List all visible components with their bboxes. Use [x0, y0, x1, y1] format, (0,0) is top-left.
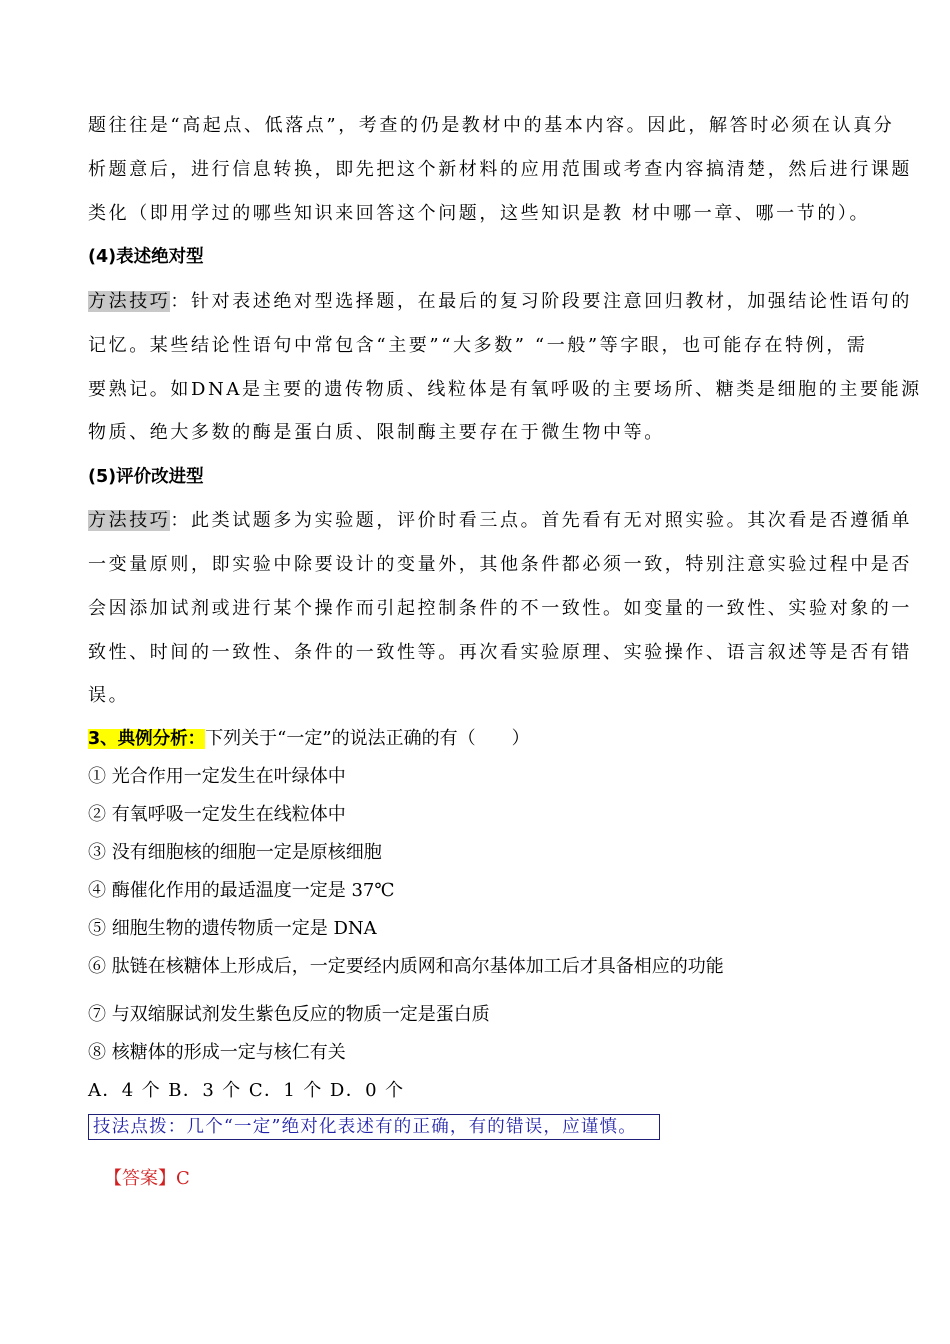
list-item: ⑧ 核糖体的形成一定与核仁有关	[88, 1042, 346, 1063]
paragraph-line: 类化（即用学过的哪些知识来回答这个问题，这些知识是教 材中哪一章、哪一节的）。	[88, 203, 871, 224]
method-label-highlight: 方法技巧	[88, 510, 171, 531]
example-question: 下列关于“一定”的说法正确的有（ ）	[205, 728, 530, 749]
paragraph-line: 物质、绝大多数的酶是蛋白质、限制酶主要存在于微生物中等。	[88, 422, 665, 443]
paragraph-text: ：针对表述绝对型选择题，在最后的复习阶段要注意回归教材，加强结论性语句的	[170, 291, 913, 312]
answer-value: C	[176, 1168, 190, 1189]
paragraph-line: 致性、时间的一致性、条件的一致性等。再次看实验原理、实验操作、语言叙述等是否有错	[88, 642, 912, 663]
paragraph-line: 会因添加试剂或进行某个操作而引起控制条件的不一致性。如变量的一致性、实验对象的一	[88, 598, 912, 619]
paragraph-line: 要熟记。如DNA是主要的遗传物质、线粒体是有氧呼吸的主要场所、糖类是细胞的主要能源	[88, 379, 922, 400]
list-item: ④ 酶催化作用的最适温度一定是 37℃	[88, 880, 395, 901]
paragraph-line: 析题意后，进行信息转换，即先把这个新材料的应用范围或考查内容搞清楚，然后进行课题	[88, 159, 912, 180]
list-item: ⑤ 细胞生物的遗传物质一定是 DNA	[88, 918, 377, 939]
answer-options: A．4 个 B．3 个 C．1 个 D．0 个	[88, 1080, 405, 1101]
answer-line	[104, 1167, 190, 1191]
list-item: ⑥ 肽链在核糖体上形成后，一定要经内质网和高尔基体加工后才具备相应的功能	[88, 956, 724, 977]
method-label-highlight: 方法技巧	[88, 291, 171, 312]
list-item: ② 有氧呼吸一定发生在线粒体中	[88, 804, 346, 825]
paragraph-text: ：此类试题多为实验题，评价时看三点。首先看有无对照实验。其次看是否遵循单	[170, 510, 913, 531]
section-heading: (4)表述绝对型	[88, 247, 204, 267]
example-label-highlight: 3、典例分析：	[88, 729, 206, 749]
paragraph-line: 一变量原则，即实验中除要设计的变量外，其他条件都必须一致，特别注意实验过程中是否	[88, 554, 912, 575]
paragraph-line: 题往往是“高起点、低落点”，考查的仍是教材中的基本内容。因此，解答时必须在认真分	[88, 115, 895, 136]
paragraph-line	[88, 509, 912, 533]
paragraph-line: 记忆。某些结论性语句中常包含“主要”“大多数” “一般”等字眼，也可能存在特例，需	[88, 335, 868, 356]
list-item: ③ 没有细胞核的细胞一定是原核细胞	[88, 842, 382, 863]
tip-box	[88, 1114, 660, 1140]
answer-label: 【答案】	[104, 1168, 176, 1189]
paragraph-line	[88, 290, 912, 314]
section-heading: (5)评价改进型	[88, 467, 204, 487]
tip-text: 技法点拨：几个“一定”绝对化表述有的正确，有的错误，应谨慎。	[93, 1117, 637, 1137]
list-item: ⑦ 与双缩脲试剂发生紫色反应的物质一定是蛋白质	[88, 1004, 490, 1025]
example-question-line	[88, 727, 530, 751]
paragraph-line: 误。	[88, 685, 130, 706]
list-item: ① 光合作用一定发生在叶绿体中	[88, 766, 346, 787]
